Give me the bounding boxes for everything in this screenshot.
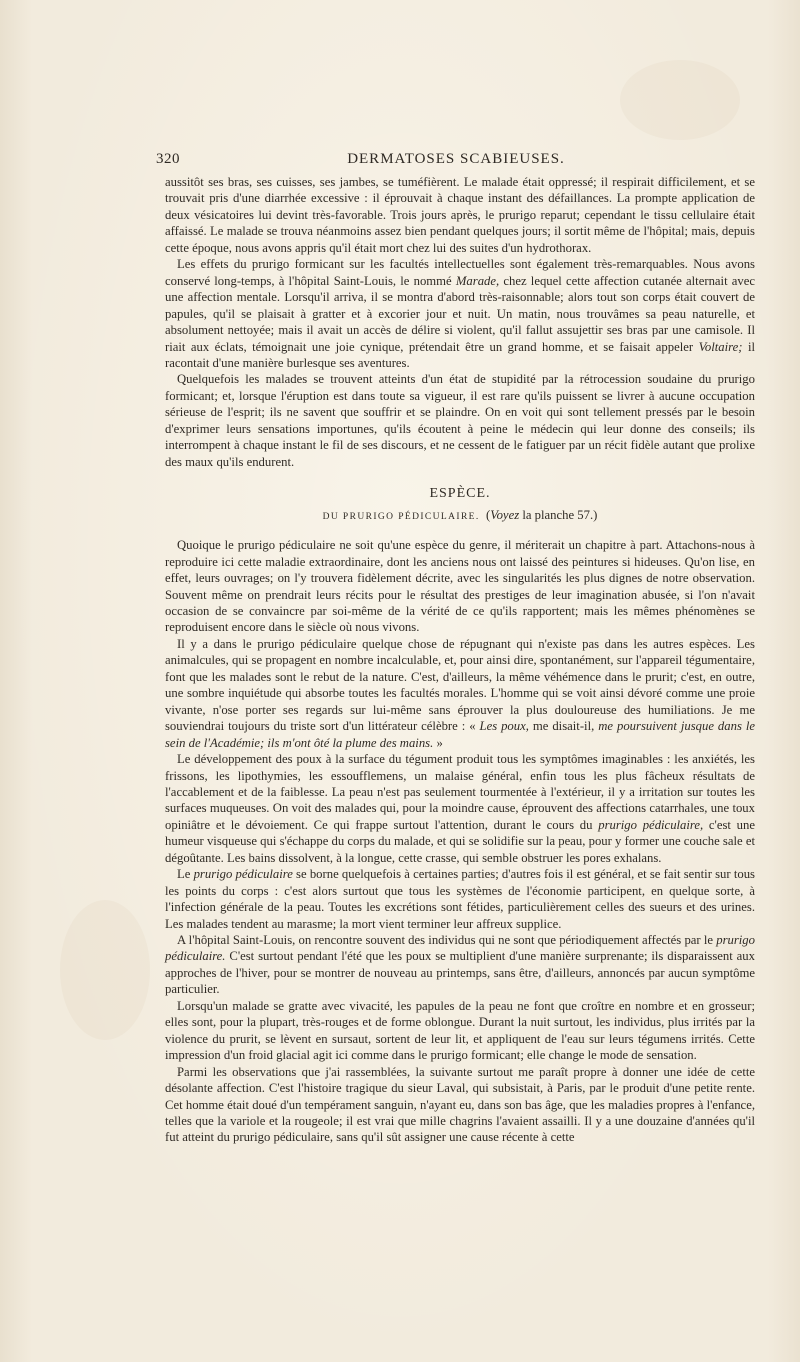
paragraph <box>165 932 755 998</box>
text-run: Le <box>177 867 194 882</box>
paper-stain <box>620 60 740 140</box>
text-run: c'est une humeur visqueuse qui s'échappe du corps du malade, et qui se solidifie sur la peau, pour y former une couche sale et dégoûtante. Les bains dissolvent, à la longue, cette crasse, qui semble obstruer les pores exhalans. <box>165 817 755 865</box>
text-run: Les effets du prurigo formicant sur les facultés intellectuelles sont également très-remarquables. Nous avons conservé long-temps, à l'hôpital Saint-Louis, le nommé <box>165 257 755 288</box>
italic-text: me poursuivent jusque dans le sein de l'Académie; ils m'ont ôté la plume des mains. <box>165 719 755 750</box>
paragraph: aussitôt ses bras, ses cuisses, ses jambes, se tuméfièrent. Le malade était oppressé; il respirait difficilement, et se trouvait pris d'une diarrhée excessive : il éprouvait à chaque instant des défaillances. La prompte application de deux vésicatoires lui devint très-favorable. Trois jours après, le prurigo reparut; cependant le tissu cellulaire était affaissé. Le malade se trouva néanmoins assez bien pendant quelques jours; il sortit même de l'hôpital; mais, depuis cette époque, nous avons appris qu'il était mort chez lui des suites d'un hydrothorax. <box>165 175 755 255</box>
paren-open: ( <box>486 508 491 523</box>
section-heading: ESPÈCE. <box>429 486 491 502</box>
italic-text: prurigo pédiculaire, <box>598 817 704 832</box>
page-header <box>156 151 756 171</box>
plate-reference: la planche 57.) <box>519 508 598 523</box>
text-run: me disait-il, <box>528 719 599 734</box>
section-subheading <box>165 507 755 525</box>
italic-text: Marade, <box>455 273 500 288</box>
paper-stain <box>60 900 150 1040</box>
running-title: DERMATOSES SCABIEUSES. <box>347 151 565 167</box>
page-number: 320 <box>156 151 180 167</box>
text-run: il racontait d'une manière burlesque ses aventures. <box>165 339 756 370</box>
paragraph: Quoique le prurigo pédiculaire ne soit qu'une espèce du genre, il mériterait un chapitre à part. Attachons-nous à reproduire ici cette maladie extraordinaire, dont les anciens nous ont laissé des peintures si hideuses. Qu'on lise, en effet, leurs ouvrages; on l'y trouvera fidèlement décrite, avec les singularités les plus dignes de notre observation. Souvent même on prendrait leurs récits pour le résultat des prestiges de leur imagination abusée, si l'on n'avait occasion de se convaincre par soi-même de la vérité de ce qu'ils rapportent; mais les mêmes phénomènes se reproduisent encore dans le siècle où nous vivons. <box>165 538 755 635</box>
text-run: Le développement des poux à la surface du tégument produit tous les symptômes imaginables : les anxiétés, les frissons, les lipothymies, les essoufflemens, un malaise général, enfin tous les plus fâcheux résultats de l'accablement et de la faiblesse. La peau n'est pas seulement tourmentée à l'extérieur, il y a irritation sur toutes les surfaces muqueuses. On voit des malades qui, pour la moindre cause, éprouvent des affections catarrhales, une toux opiniâtre et le dévoiement. Ce qui frappe surtout l'attention, durant le cours du <box>165 752 755 832</box>
italic-text: prurigo pédiculaire. <box>165 933 755 964</box>
text-run: Il y a dans le prurigo pédiculaire quelque chose de répugnant qui n'existe pas dans les autres espèces. Les animalcules, qui se propagent en nombre incalculable, et, pour ainsi dire, spontanément, sur l'appareil tégumentaire, font que les malades sont le rebut de la nature. C'est, d'ailleurs, la même véhémence dans le prurit; c'est, en outre, une sombre inquiétude qui absorbe toutes les facultés morales. L'homme qui se voit ainsi dévoré comme une proie vivante, n'ose porter ses regards sur lui-même sans éprouver la plus douloureuse des humiliations. Je me souviendrai toujours du triste sort d'un littérateur célèbre : « <box>165 636 755 734</box>
paragraph <box>165 866 755 932</box>
text-run: C'est surtout pendant l'été que les poux se multiplient d'une manière surprenante; ils disparaissent aux approches de l'hiver, pour se montrer de nouveau au printemps, sans être, d'ailleurs, annoncés par aucun symptôme particulier. <box>165 949 755 997</box>
italic-text: prurigo pédiculaire <box>193 867 293 882</box>
paragraph <box>165 256 755 371</box>
italic-text: Voltaire; <box>698 339 743 354</box>
plate-reference-italic: Voyez <box>490 508 520 523</box>
text-run: » <box>433 735 443 750</box>
italic-text: Les poux, <box>479 719 529 734</box>
paragraph <box>165 751 755 866</box>
subheading-title: DU PRURIGO PÉDICULAIRE. <box>322 512 480 523</box>
paragraph <box>165 636 755 751</box>
paragraph: Quelquefois les malades se trouvent atteints d'un état de stupidité par la rétrocession soudaine du prurigo formicant; et, lorsque l'éruption est dans toute sa vigueur, il est rare qu'ils puissent se livrer à aucune occupation sérieuse de l'esprit; ils ne savent que souffrir et se plaindre. On en voit qui sont tellement pressés par le besoin d'exprimer leurs sensations importunes, qu'ils écoutent à peine le médecin qui leur donne des conseils; ils interrompent à chaque instant le fil de ses discours, et ne cessent de le fatiguer par un récit fidèle autant que prolixe des maux qu'ils endurent. <box>165 372 755 469</box>
paragraph: Lorsqu'un malade se gratte avec vivacité, les papules de la peau ne font que croître en nombre et en grosseur; elles sont, pour la plupart, très-rouges et de forme oblongue. Durant la nuit surtout, les individus, plus irrités par la violence du prurit, se lèvent en sursaut, sortent de leur lit, et appliquent de l'eau sur leurs tégumens irrités. Cette impression d'un froid glacial agit ici comme dans le prurigo formicant; elle change le mode de sensation. <box>165 998 755 1063</box>
text-run: A l'hôpital Saint-Louis, on rencontre souvent des individus qui ne sont que périodiquement affectés par le <box>177 933 717 948</box>
text-block <box>165 174 755 1146</box>
text-run: chez lequel cette affection cutanée alternait avec une affection mentale. Lorsqu'il arriva, il se montra d'abord très-raisonnable; alors tout son corps était couvert de papules, qu'il se plaisait à gratter et à excorier jour et nuit. Un matin, nous trouvâmes sa peau naturelle, et absolument nettoyée; mais il avait un accès de délire si violent, qu'il fallut assujettir ses bras par une camisole. Il riait aux éclats, témoignait une joie cynique, prétendait être un grand homme, et se faisait appeler <box>165 273 756 354</box>
paragraph: Parmi les observations que j'ai rassemblées, la suivante surtout me paraît propre à donner une idée de cette désolante affection. C'est l'histoire tragique du sieur Laval, qui subsistait, à Paris, par le produit d'une petite rente. Cet homme était doué d'un tempérament sanguin, n'ayant eu, dans son bas âge, que les maladies propres à l'enfance, telles que la variole et la rougeole; il est vrai que mille chagrins l'avaient assailli. Il y a une douzaine d'années qu'il fut atteint du prurigo pédiculaire, sans qu'il sût assigner une cause récente à cette <box>165 1064 755 1145</box>
text-run: se borne quelquefois à certaines parties; d'autres fois il est général, et se fait sentir sur tous les points du corps : c'est alors surtout que tous les systèmes de l'économie participent, en quelque sorte, à l'infection générale de la peau. Toutes les excrétions sont fétides, particulièrement celles des sueurs et des urines. Les malades tendent au marasme; la mort vient terminer leur affreux supplice. <box>165 867 755 931</box>
